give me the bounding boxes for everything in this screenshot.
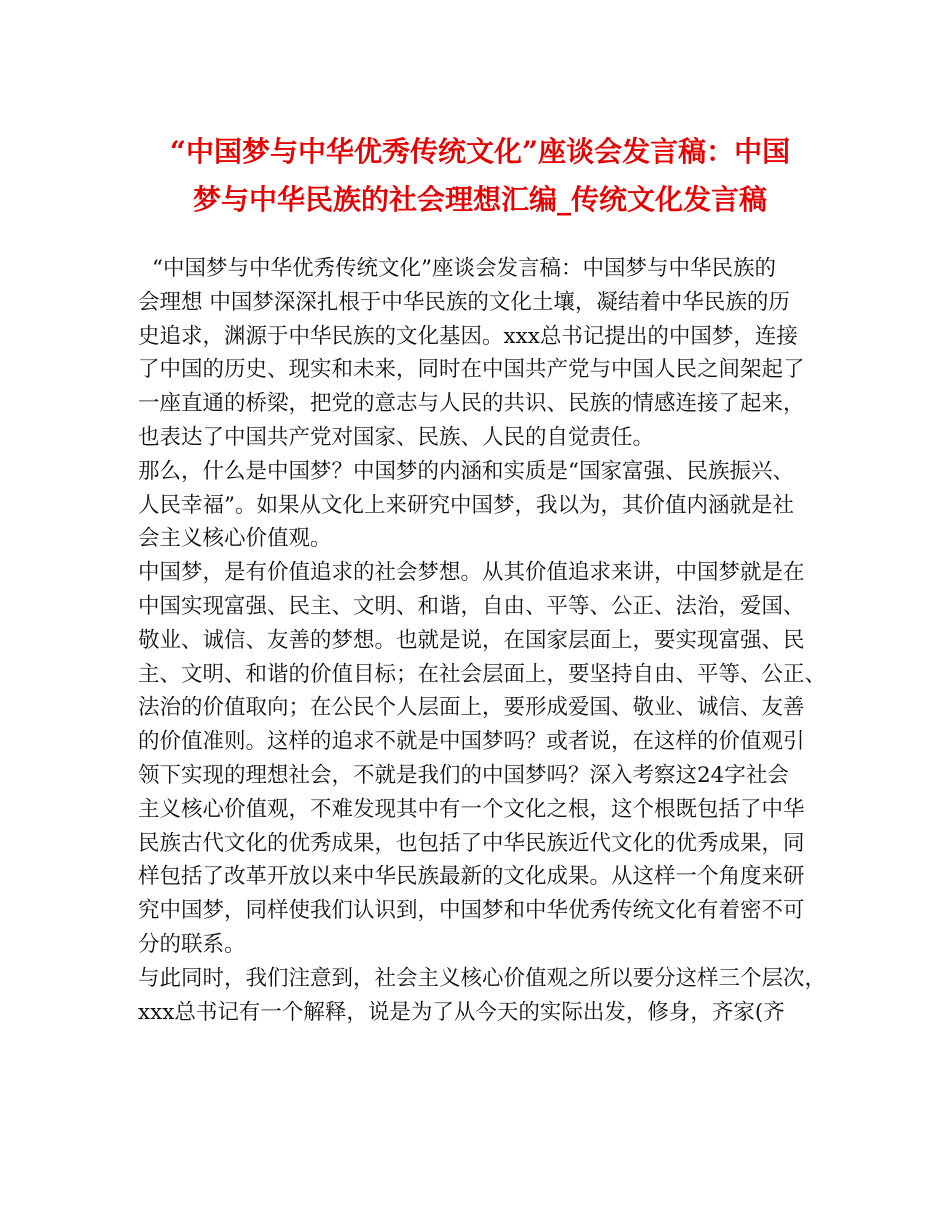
body-line: 法治的价值取向；在公民个人层面上，要形成爱国、敬业、诚信、友善: [138, 695, 805, 721]
body-line: 人民幸福”。如果从文化上来研究中国梦，我以为，其价值内涵就是社: [138, 492, 794, 518]
body-line: 民族古代文化的优秀成果，也包括了中华民族近代文化的优秀成果，同: [138, 830, 805, 856]
body-line: 了中国的历史、现实和未来，同时在中国共产党与中国人民之间架起了: [138, 357, 805, 383]
body-line: 史追求，渊源于中华民族的文化基因。xxx总书记提出的中国梦，连接: [138, 323, 798, 349]
body-line: 也表达了中国共产党对国家、民族、人民的自觉责任。: [138, 424, 655, 450]
body-line: 敬业、诚信、友善的梦想。也就是说，在国家层面上，要实现富强、民: [138, 627, 805, 653]
body-line: 会理想 中国梦深深扎根于中华民族的文化土壤，凝结着中华民族的历: [138, 289, 790, 315]
title-line: “中国梦与中华优秀传统文化”座谈会发言稿：中国: [169, 135, 791, 168]
body-line: xxx总书记有一个解释，说是为了从今天的实际出发，修身，齐家(齐: [138, 999, 785, 1025]
body-line: 一座直通的桥梁，把党的意志与人民的共识、民族的情感连接了起来，: [138, 391, 805, 417]
body-line: 主、文明、和谐的价值目标；在社会层面上，要坚持自由、平等、公正、: [138, 661, 827, 687]
document-title: [140, 128, 820, 224]
body-line: 中国实现富强、民主、文明、和谐，自由、平等、公正、法治，爱国、: [138, 593, 805, 619]
body-line: 样包括了改革开放以来中华民族最新的文化成果。从这样一个角度来研: [138, 864, 805, 890]
body-line: 会主义核心价值观。: [138, 526, 332, 552]
body-line: 中国梦，是有价值追求的社会梦想。从其价值追求来讲，中国梦就是在: [138, 560, 805, 586]
document-body: [138, 252, 828, 1029]
body-line: 领下实现的理想社会，不就是我们的中国梦吗？深入考察这24字社会: [138, 762, 789, 788]
body-line: “中国梦与中华优秀传统文化”座谈会发言稿：中国梦与中华民族的: [152, 256, 776, 281]
body-line: 那么，什么是中国梦？中国梦的内涵和实质是“国家富强、民族振兴、: [138, 458, 794, 484]
body-line: 究中国梦，同样使我们认识到，中国梦和中华优秀传统文化有着密不可: [138, 898, 805, 924]
title-line: 梦与中华民族的社会理想汇编_传统文化发言稿: [192, 183, 767, 216]
body-line: 主义核心价值观，不难发现其中有一个文化之根，这个根既包括了中华: [138, 796, 805, 822]
body-line: 的价值准则。这样的追求不就是中国梦吗？或者说，在这样的价值观引: [138, 729, 805, 755]
body-line: 与此同时，我们注意到，社会主义核心价值观之所以要分这样三个层次，: [138, 965, 827, 991]
body-line: 分的联系。: [138, 931, 246, 957]
